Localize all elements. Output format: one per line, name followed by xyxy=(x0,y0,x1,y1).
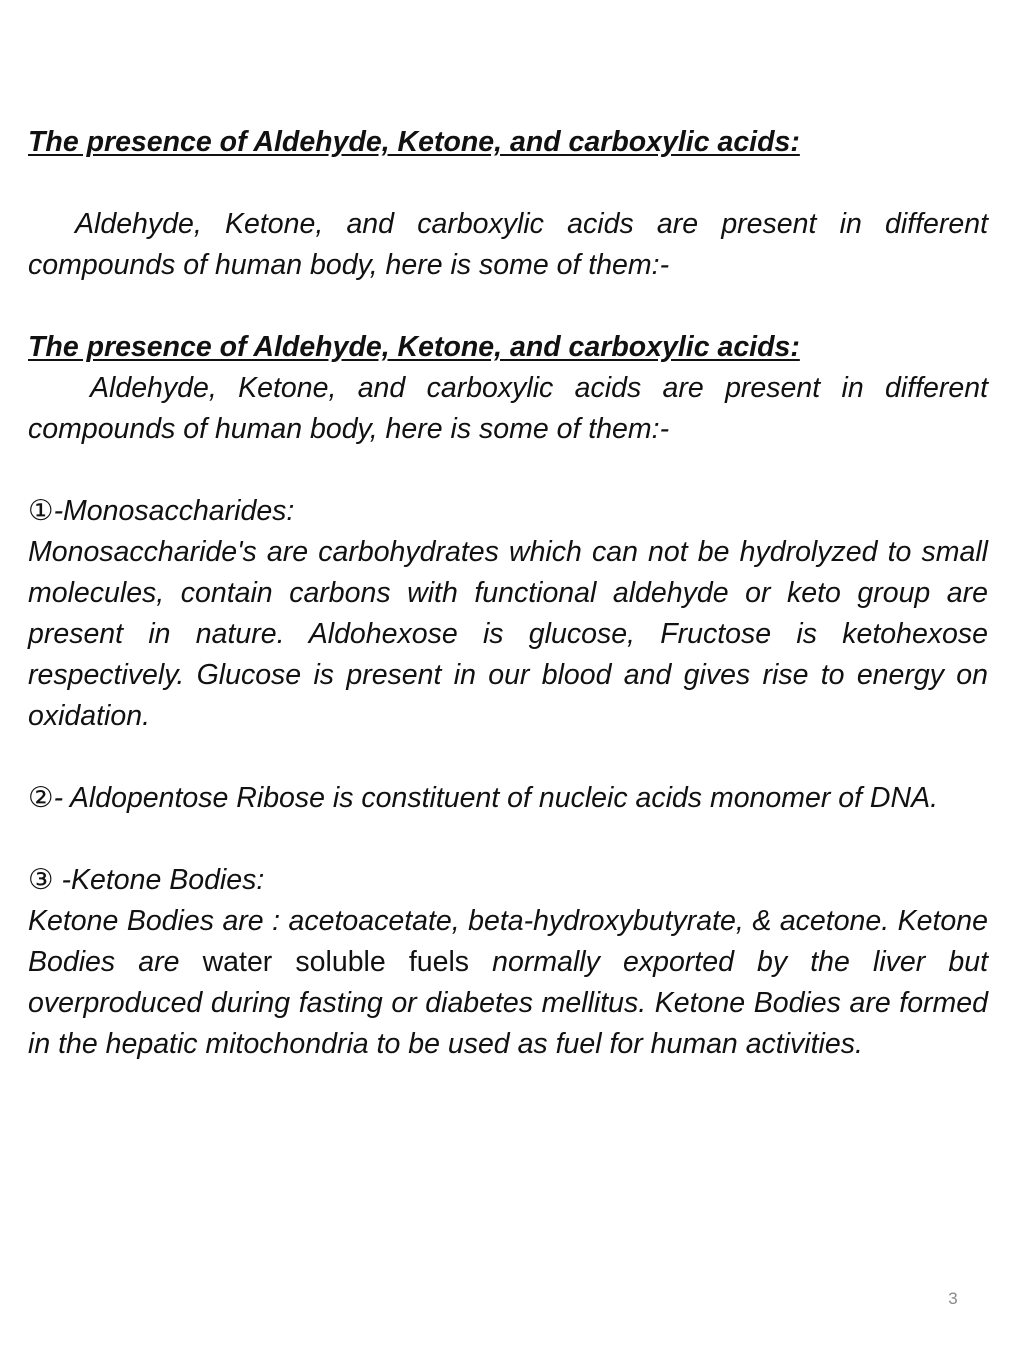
number-1-icon: ① xyxy=(28,495,54,527)
page-number: 3 xyxy=(948,1289,958,1308)
spacer xyxy=(28,819,988,860)
spacer xyxy=(28,286,988,327)
item-monosaccharides-body: Monosaccharide's are carbohydrates which can not be hydrolyzed to small molecules, contain carbons with functional aldehyde or keto group are present in nature. Aldohexose is glucose, Fructose is ketohexose respectively. Glucose is present in our blood and gives rise to energy on oxidation. xyxy=(28,536,988,732)
item-ketone-bodies-body xyxy=(28,901,988,1065)
spacer xyxy=(28,163,988,204)
spacer xyxy=(28,450,988,491)
number-2-icon: ② xyxy=(28,782,54,814)
section-heading-2: The presence of Aldehyde, Ketone, and carboxylic acids: xyxy=(28,331,800,363)
item-ketone-bodies-title xyxy=(28,860,988,901)
section-heading-1: The presence of Aldehyde, Ketone, and carboxylic acids: xyxy=(28,126,800,158)
number-3-icon: ③ xyxy=(28,864,54,896)
item-monosaccharides-title xyxy=(28,491,988,532)
ketone-bodies-label: -Ketone Bodies: xyxy=(53,864,265,896)
monosaccharides-label: -Monosaccharides: xyxy=(53,495,295,527)
ribose-text: - Aldopentose Ribose is constituent of nucleic acids monomer of DNA. xyxy=(53,782,939,814)
document-body xyxy=(28,122,988,1065)
intro-paragraph-2: Aldehyde, Ketone, and carboxylic acids are present in different compounds of human body, here is some of them:- xyxy=(28,372,988,445)
ketone-text-part2: water soluble fuels xyxy=(202,946,470,978)
item-ribose xyxy=(28,778,988,819)
spacer xyxy=(28,737,988,778)
ketone-text-part3: normally exported by the liver but overproduced during fasting or diabetes mellitus. Ketone Bodies are formed in the hepatic mitochondria to be used as fuel for human activities. xyxy=(28,946,989,1060)
ketone-text-part1: Ketone Bodies are : acetoacetate, beta-hydroxybutyrate, & acetone. Ketone Bodies are xyxy=(28,905,988,978)
intro-paragraph-1: Aldehyde, Ketone, and carboxylic acids are present in different compounds of human body, here is some of them:- xyxy=(28,208,988,281)
